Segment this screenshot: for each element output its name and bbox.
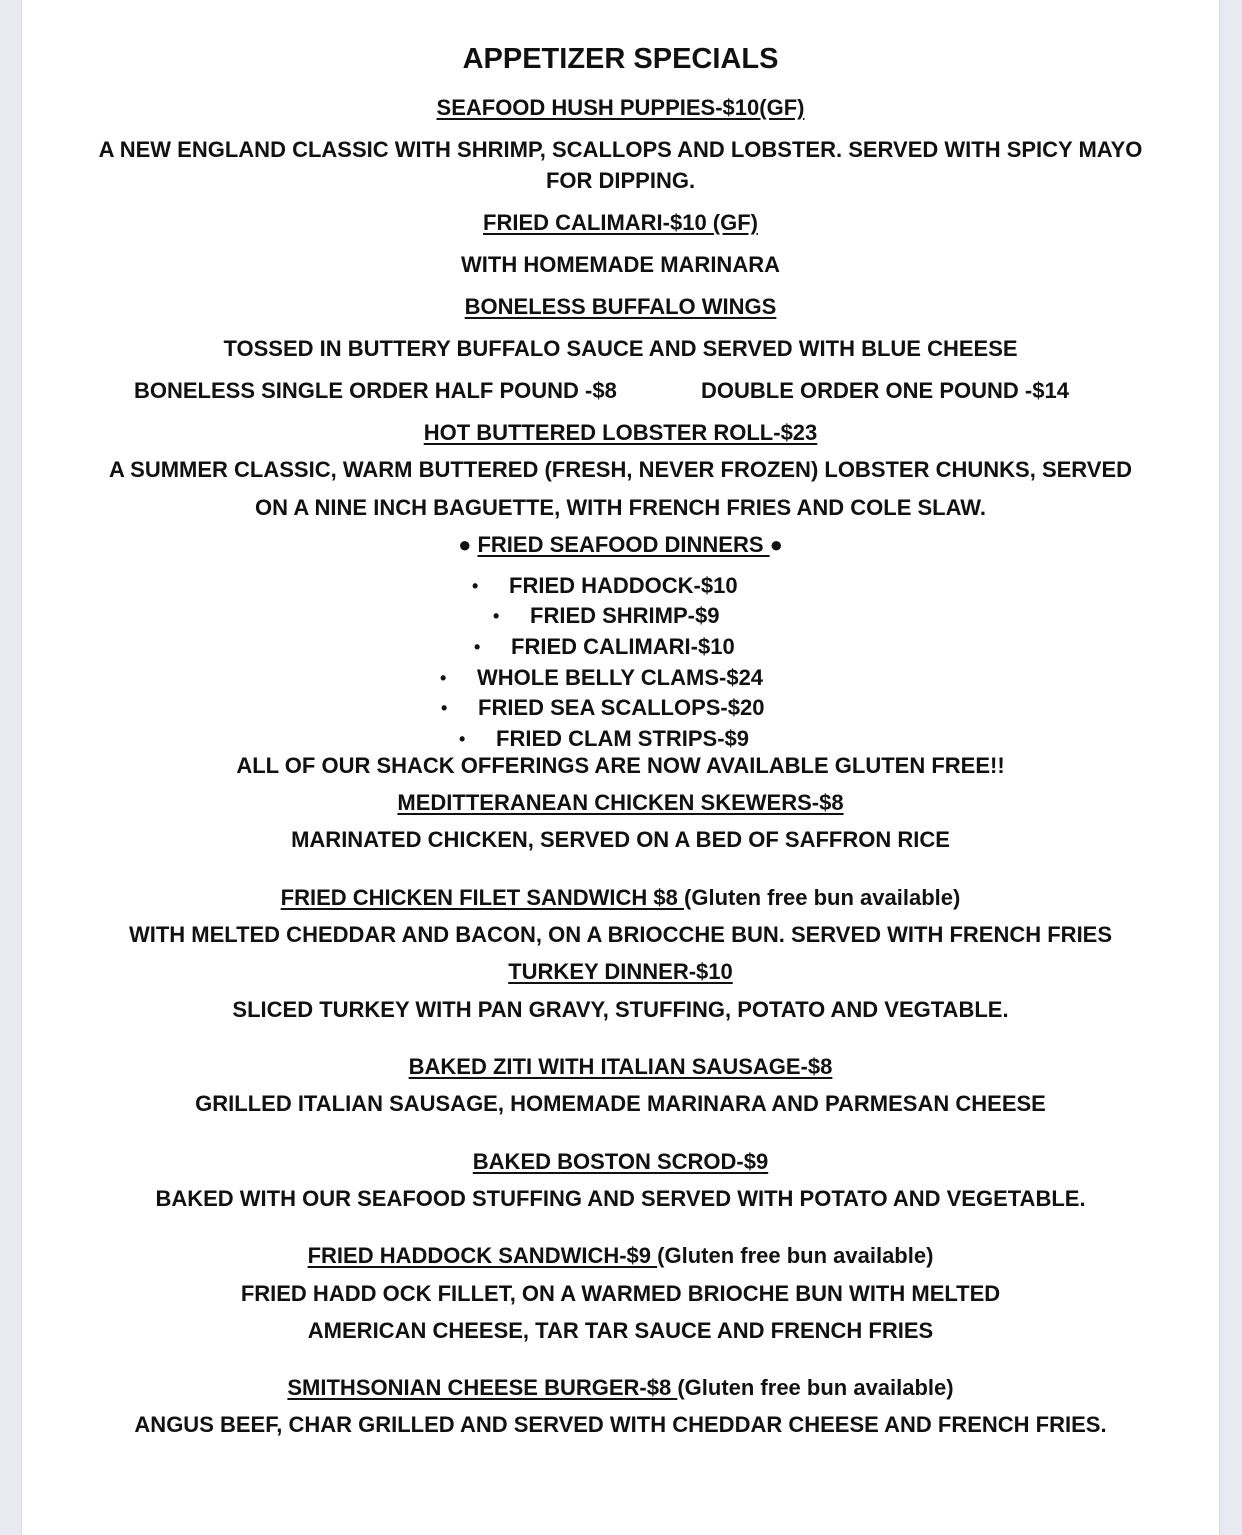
scrod-heading: BAKED BOSTON SCROD-$9 bbox=[472, 1149, 769, 1174]
burger-desc: ANGUS BEEF, CHAR GRILLED AND SERVED WITH CHEDDAR CHEESE AND FRENCH FRIES. bbox=[134, 1412, 1107, 1437]
wings-heading: BONELESS BUFFALO WINGS bbox=[464, 294, 777, 319]
chicken-sandwich-heading: FRIED CHICKEN FILET SANDWICH $8 (Gluten free bun available) bbox=[280, 885, 961, 910]
skewers-desc: MARINATED CHICKEN, SERVED ON A BED OF SAFFRON RICE bbox=[291, 827, 950, 852]
wings-single-price: BONELESS SINGLE ORDER HALF POUND -$8 bbox=[134, 378, 617, 403]
bullet-icon: • bbox=[440, 668, 447, 688]
menu-page bbox=[22, 0, 1219, 1535]
gluten-free-note: ALL OF OUR SHACK OFFERINGS ARE NOW AVAILABLE GLUTEN FREE!! bbox=[236, 753, 1005, 778]
list-item: • FRIED HADDOCK-$10 bbox=[472, 573, 738, 598]
chicken-sandwich-desc: WITH MELTED CHEDDAR AND BACON, ON A BRIOCCHE BUN. SERVED WITH FRENCH FRIES bbox=[128, 922, 1113, 947]
seafood-dinners-heading: ● FRIED SEAFOOD DINNERS ● bbox=[458, 532, 783, 557]
turkey-heading: TURKEY DINNER-$10 bbox=[508, 959, 733, 984]
calimari-heading: FRIED CALIMARI-$10 (GF) bbox=[483, 210, 758, 235]
list-item: • WHOLE BELLY CLAMS-$24 bbox=[440, 665, 764, 690]
ziti-heading: BAKED ZITI WITH ITALIAN SAUSAGE-$8 bbox=[408, 1054, 833, 1079]
hush-puppies-desc-line-2: FOR DIPPING. bbox=[545, 168, 696, 193]
wings-desc: TOSSED IN BUTTERY BUFFALO SAUCE AND SERVED WITH BLUE CHEESE bbox=[223, 336, 1018, 361]
burger-heading: SMITHSONIAN CHEESE BURGER-$8 (Gluten free bun available) bbox=[287, 1375, 954, 1400]
lobster-roll-desc-line-1: A SUMMER CLASSIC, WARM BUTTERED (FRESH, NEVER FROZEN) LOBSTER CHUNKS, SERVED bbox=[108, 457, 1133, 482]
hush-puppies-desc-line-1: A NEW ENGLAND CLASSIC WITH SHRIMP, SCALLOPS AND LOBSTER. SERVED WITH SPICY MAYO bbox=[98, 137, 1143, 162]
gluten-free-bun-note: (Gluten free bun available) bbox=[657, 1243, 934, 1268]
bullet-icon: • bbox=[441, 698, 448, 718]
bullet-icon: ● bbox=[458, 532, 472, 557]
bullet-icon: • bbox=[459, 729, 466, 749]
list-item: • FRIED CLAM STRIPS-$9 bbox=[459, 726, 750, 751]
bullet-icon: ● bbox=[769, 532, 783, 557]
haddock-sandwich-desc-line-2: AMERICAN CHEESE, TAR TAR SAUCE AND FRENCH FRIES bbox=[307, 1318, 934, 1343]
gluten-free-bun-note: (Gluten free bun available) bbox=[677, 1375, 954, 1400]
page-title: APPETIZER SPECIALS bbox=[462, 43, 779, 75]
lobster-roll-desc-line-2: ON A NINE INCH BAGUETTE, WITH FRENCH FRIES AND COLE SLAW. bbox=[255, 495, 986, 520]
ziti-desc: GRILLED ITALIAN SAUSAGE, HOMEMADE MARINARA AND PARMESAN CHEESE bbox=[195, 1091, 1046, 1116]
list-item: • FRIED SEA SCALLOPS-$20 bbox=[441, 695, 765, 720]
skewers-heading: MEDITTERANEAN CHICKEN SKEWERS-$8 bbox=[397, 790, 844, 815]
calimari-desc: WITH HOMEMADE MARINARA bbox=[461, 252, 780, 277]
list-item: • FRIED CALIMARI-$10 bbox=[474, 634, 735, 659]
hush-puppies-heading: SEAFOOD HUSH PUPPIES-$10(GF) bbox=[436, 95, 805, 120]
scrod-desc: BAKED WITH OUR SEAFOOD STUFFING AND SERVED WITH POTATO AND VEGETABLE. bbox=[155, 1186, 1086, 1211]
lobster-roll-heading: HOT BUTTERED LOBSTER ROLL-$23 bbox=[423, 420, 818, 445]
bullet-icon: • bbox=[474, 637, 481, 657]
haddock-sandwich-desc-line-1: FRIED HADD OCK FILLET, ON A WARMED BRIOCHE BUN WITH MELTED bbox=[240, 1281, 1001, 1306]
bullet-icon: • bbox=[472, 576, 479, 596]
list-item: • FRIED SHRIMP-$9 bbox=[493, 603, 720, 628]
turkey-desc: SLICED TURKEY WITH PAN GRAVY, STUFFING, POTATO AND VEGTABLE. bbox=[232, 997, 1009, 1022]
bullet-icon: • bbox=[493, 606, 500, 626]
wings-double-price: DOUBLE ORDER ONE POUND -$14 bbox=[701, 378, 1069, 403]
haddock-sandwich-heading: FRIED HADDOCK SANDWICH-$9 (Gluten free bun available) bbox=[307, 1243, 934, 1268]
gluten-free-bun-note: (Gluten free bun available) bbox=[684, 885, 961, 910]
